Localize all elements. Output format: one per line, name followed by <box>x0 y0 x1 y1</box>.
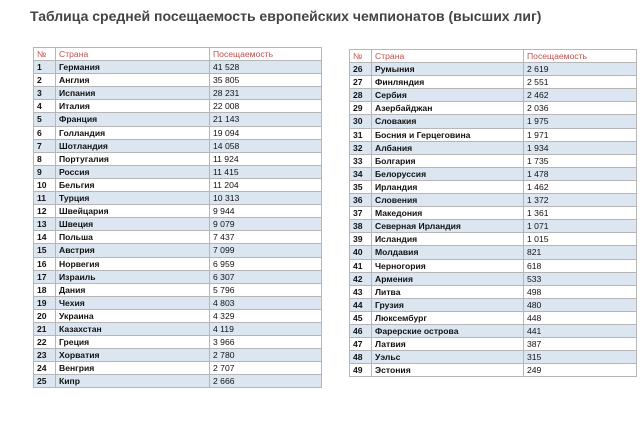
table-row <box>350 220 637 233</box>
row-country: Польша <box>56 231 210 244</box>
row-attendance: 28 231 <box>210 87 322 100</box>
row-number: 19 <box>34 296 56 309</box>
row-country: Словения <box>372 194 524 207</box>
row-attendance: 6 959 <box>210 257 322 270</box>
row-number: 47 <box>350 338 372 351</box>
row-attendance: 821 <box>524 246 637 259</box>
row-number: 41 <box>350 259 372 272</box>
row-number: 37 <box>350 207 372 220</box>
table-row <box>34 178 322 191</box>
row-attendance: 1 015 <box>524 233 637 246</box>
row-attendance: 315 <box>524 351 637 364</box>
row-number: 24 <box>34 362 56 375</box>
row-country: Шотландия <box>56 139 210 152</box>
table-row <box>34 375 322 388</box>
table-header-row <box>350 50 637 63</box>
row-country: Франция <box>56 113 210 126</box>
row-country: Италия <box>56 100 210 113</box>
header-country: Страна <box>372 50 524 63</box>
row-country: Белоруссия <box>372 167 524 180</box>
row-country: Эстония <box>372 364 524 377</box>
row-number: 34 <box>350 167 372 180</box>
row-attendance: 2 619 <box>524 63 637 76</box>
row-country: Швеция <box>56 218 210 231</box>
row-country: Голландия <box>56 126 210 139</box>
row-country: Азербайджан <box>372 102 524 115</box>
row-number: 8 <box>34 152 56 165</box>
row-attendance: 448 <box>524 311 637 324</box>
row-country: Португалия <box>56 152 210 165</box>
table-row <box>350 311 637 324</box>
table-row <box>350 76 637 89</box>
row-country: Бельгия <box>56 178 210 191</box>
row-country: Болгария <box>372 154 524 167</box>
table-row <box>34 100 322 113</box>
table-row <box>34 336 322 349</box>
row-country: Испания <box>56 87 210 100</box>
row-number: 15 <box>34 244 56 257</box>
row-attendance: 14 058 <box>210 139 322 152</box>
row-country: Израиль <box>56 270 210 283</box>
row-attendance: 11 924 <box>210 152 322 165</box>
table-row <box>34 113 322 126</box>
row-number: 32 <box>350 141 372 154</box>
row-number: 29 <box>350 102 372 115</box>
row-attendance: 1 372 <box>524 194 637 207</box>
row-country: Уэльс <box>372 351 524 364</box>
row-attendance: 1 971 <box>524 128 637 141</box>
row-country: Венгрия <box>56 362 210 375</box>
header-number: № <box>34 48 56 61</box>
row-number: 49 <box>350 364 372 377</box>
row-attendance: 4 119 <box>210 322 322 335</box>
row-attendance: 2 780 <box>210 349 322 362</box>
attendance-table-right <box>349 49 637 377</box>
table-row <box>34 283 322 296</box>
row-attendance: 2 462 <box>524 89 637 102</box>
row-country: Германия <box>56 61 210 74</box>
table-row <box>34 257 322 270</box>
row-country: Сербия <box>372 89 524 102</box>
row-number: 30 <box>350 115 372 128</box>
table-row <box>350 364 637 377</box>
row-attendance: 2 551 <box>524 76 637 89</box>
row-number: 39 <box>350 233 372 246</box>
table-body-right <box>350 63 637 377</box>
row-attendance: 4 329 <box>210 309 322 322</box>
row-number: 31 <box>350 128 372 141</box>
row-attendance: 10 313 <box>210 192 322 205</box>
row-country: Чехия <box>56 296 210 309</box>
row-country: Финляндия <box>372 76 524 89</box>
table-row <box>34 74 322 87</box>
row-attendance: 498 <box>524 285 637 298</box>
row-country: Турция <box>56 192 210 205</box>
row-country: Украина <box>56 309 210 322</box>
row-country: Кипр <box>56 375 210 388</box>
table-row <box>350 167 637 180</box>
table-row <box>350 351 637 364</box>
row-country: Австрия <box>56 244 210 257</box>
row-number: 43 <box>350 285 372 298</box>
table-row <box>34 192 322 205</box>
row-attendance: 1 975 <box>524 115 637 128</box>
row-attendance: 387 <box>524 338 637 351</box>
table-row <box>34 61 322 74</box>
row-attendance: 11 204 <box>210 178 322 191</box>
row-country: Греция <box>56 336 210 349</box>
table-row <box>350 272 637 285</box>
row-attendance: 249 <box>524 364 637 377</box>
row-number: 45 <box>350 311 372 324</box>
row-number: 27 <box>350 76 372 89</box>
table-row <box>350 338 637 351</box>
row-attendance: 11 415 <box>210 165 322 178</box>
row-attendance: 618 <box>524 259 637 272</box>
row-number: 4 <box>34 100 56 113</box>
row-number: 36 <box>350 194 372 207</box>
row-number: 25 <box>34 375 56 388</box>
table-row <box>34 165 322 178</box>
row-attendance: 1 735 <box>524 154 637 167</box>
table-row <box>350 285 637 298</box>
page-title: Таблица средней посещаемость европейских чемпионатов (высших лиг) <box>30 8 542 24</box>
row-number: 33 <box>350 154 372 167</box>
row-number: 1 <box>34 61 56 74</box>
row-country: Словакия <box>372 115 524 128</box>
table-row <box>34 126 322 139</box>
header-number: № <box>350 50 372 63</box>
row-number: 22 <box>34 336 56 349</box>
table-row <box>34 152 322 165</box>
row-country: Румыния <box>372 63 524 76</box>
row-number: 23 <box>34 349 56 362</box>
row-number: 5 <box>34 113 56 126</box>
row-attendance: 7 099 <box>210 244 322 257</box>
table-row <box>350 259 637 272</box>
table-row <box>350 102 637 115</box>
row-number: 17 <box>34 270 56 283</box>
table-row <box>34 362 322 375</box>
row-country: Россия <box>56 165 210 178</box>
row-number: 40 <box>350 246 372 259</box>
table-row <box>350 115 637 128</box>
table-row <box>34 244 322 257</box>
row-attendance: 2 707 <box>210 362 322 375</box>
row-number: 12 <box>34 205 56 218</box>
row-attendance: 22 008 <box>210 100 322 113</box>
row-number: 44 <box>350 298 372 311</box>
table-row <box>350 128 637 141</box>
row-attendance: 7 437 <box>210 231 322 244</box>
row-number: 3 <box>34 87 56 100</box>
row-country: Ирландия <box>372 180 524 193</box>
row-number: 2 <box>34 74 56 87</box>
row-attendance: 35 805 <box>210 74 322 87</box>
row-attendance: 5 796 <box>210 283 322 296</box>
row-number: 18 <box>34 283 56 296</box>
row-number: 11 <box>34 192 56 205</box>
attendance-table-left <box>33 47 322 388</box>
row-number: 20 <box>34 309 56 322</box>
table-row <box>34 231 322 244</box>
row-country: Фарерские острова <box>372 324 524 337</box>
row-attendance: 2 036 <box>524 102 637 115</box>
table-header-row <box>34 48 322 61</box>
row-attendance: 9 079 <box>210 218 322 231</box>
row-country: Албания <box>372 141 524 154</box>
row-attendance: 1 478 <box>524 167 637 180</box>
row-attendance: 19 094 <box>210 126 322 139</box>
row-country: Латвия <box>372 338 524 351</box>
table-row <box>350 233 637 246</box>
table-row <box>34 309 322 322</box>
row-number: 13 <box>34 218 56 231</box>
table-row <box>350 324 637 337</box>
row-number: 21 <box>34 322 56 335</box>
row-country: Швейцария <box>56 205 210 218</box>
row-attendance: 21 143 <box>210 113 322 126</box>
row-number: 48 <box>350 351 372 364</box>
row-country: Черногория <box>372 259 524 272</box>
header-attendance: Посещаемость <box>210 48 322 61</box>
row-number: 9 <box>34 165 56 178</box>
row-attendance: 1 934 <box>524 141 637 154</box>
row-attendance: 1 361 <box>524 207 637 220</box>
row-number: 35 <box>350 180 372 193</box>
table-row <box>350 207 637 220</box>
table-row <box>350 154 637 167</box>
table-row <box>34 270 322 283</box>
row-country: Дания <box>56 283 210 296</box>
row-number: 46 <box>350 324 372 337</box>
table-row <box>34 139 322 152</box>
row-attendance: 1 462 <box>524 180 637 193</box>
table-body-left <box>34 61 322 388</box>
table-row <box>34 322 322 335</box>
row-country: Грузия <box>372 298 524 311</box>
row-attendance: 9 944 <box>210 205 322 218</box>
row-attendance: 41 528 <box>210 61 322 74</box>
row-attendance: 2 666 <box>210 375 322 388</box>
row-country: Хорватия <box>56 349 210 362</box>
table-row <box>350 194 637 207</box>
table-row <box>34 205 322 218</box>
table-row <box>350 141 637 154</box>
row-country: Норвегия <box>56 257 210 270</box>
row-number: 6 <box>34 126 56 139</box>
row-country: Люксембург <box>372 311 524 324</box>
row-attendance: 4 803 <box>210 296 322 309</box>
row-country: Армения <box>372 272 524 285</box>
row-country: Северная Ирландия <box>372 220 524 233</box>
header-country: Страна <box>56 48 210 61</box>
table-row <box>350 89 637 102</box>
table-row <box>350 63 637 76</box>
row-number: 38 <box>350 220 372 233</box>
table-row <box>350 246 637 259</box>
row-number: 10 <box>34 178 56 191</box>
table-row <box>34 296 322 309</box>
table-row <box>350 180 637 193</box>
row-number: 26 <box>350 63 372 76</box>
row-country: Казахстан <box>56 322 210 335</box>
row-attendance: 1 071 <box>524 220 637 233</box>
row-country: Литва <box>372 285 524 298</box>
row-number: 16 <box>34 257 56 270</box>
row-attendance: 6 307 <box>210 270 322 283</box>
row-number: 14 <box>34 231 56 244</box>
row-attendance: 3 966 <box>210 336 322 349</box>
table-row <box>34 218 322 231</box>
table-row <box>34 349 322 362</box>
row-attendance: 533 <box>524 272 637 285</box>
row-number: 28 <box>350 89 372 102</box>
row-country: Босния и Герцеговина <box>372 128 524 141</box>
row-country: Македония <box>372 207 524 220</box>
row-number: 7 <box>34 139 56 152</box>
row-number: 42 <box>350 272 372 285</box>
table-row <box>34 87 322 100</box>
row-country: Исландия <box>372 233 524 246</box>
header-attendance: Посещаемость <box>524 50 637 63</box>
row-attendance: 441 <box>524 324 637 337</box>
row-country: Англия <box>56 74 210 87</box>
row-country: Молдавия <box>372 246 524 259</box>
table-row <box>350 298 637 311</box>
row-attendance: 480 <box>524 298 637 311</box>
